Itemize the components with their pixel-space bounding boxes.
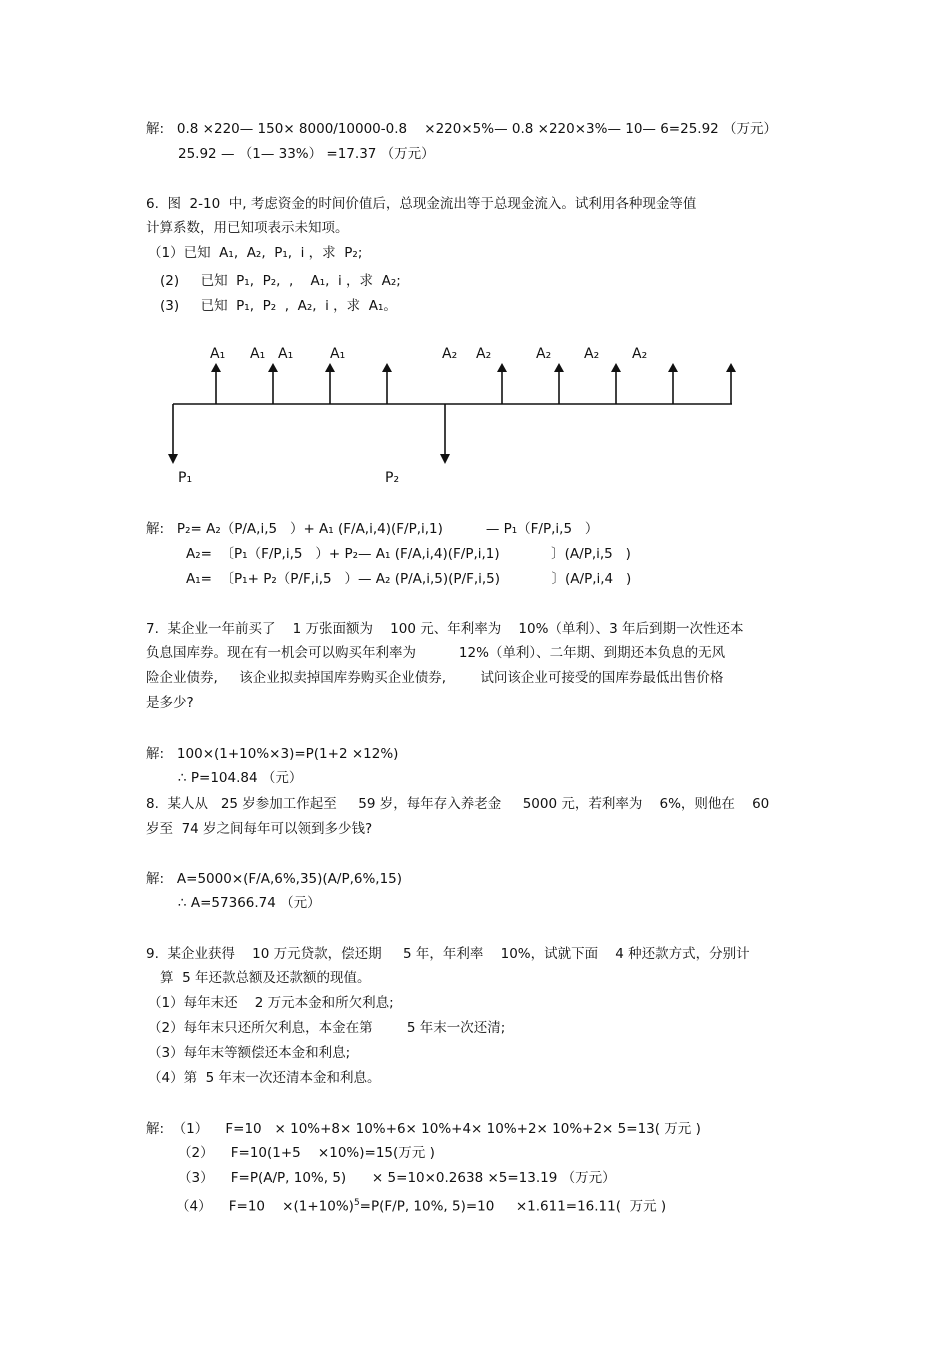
solution-9-line-4-post: =P(F/P, 10%, 5)=10 ×1.611=16.11( 万元 )	[359, 1198, 667, 1215]
question-7-line-2: 负息国库券。现在有一机会可以购买年利率为 12%（单利）、二年期、到期还本负息的无风	[146, 645, 726, 661]
exponent: 5	[353, 1198, 360, 1208]
arrow-head	[611, 363, 621, 372]
question-9-item-1: （1）每年末还 2 万元本金和所欠利息;	[148, 995, 394, 1011]
question-9-item-3: （3）每年末等额偿还本金和利息;	[148, 1045, 351, 1061]
question-9-item-4: （4）第 5 年末一次还清本金和利息。	[148, 1070, 381, 1086]
question-9-item-2: （2）每年末只还所欠利息，本金在第 5 年末一次还清;	[148, 1020, 506, 1036]
arrow-head	[268, 363, 278, 372]
arrow-head	[668, 363, 678, 372]
label-a2: A₂	[584, 346, 600, 362]
solution-7-line-2: ∴ P=104.84 （元）	[178, 770, 303, 786]
question-9-line-1: 9. 某企业获得 10 万元贷款，偿还期 5 年，年利率 10%，试就下面 4 种还款方式，分别计	[146, 946, 750, 962]
label-a2: A₂	[442, 346, 458, 362]
solution-8-line-2: ∴ A=57366.74 （元）	[178, 895, 321, 911]
solution-9-line-4	[176, 1194, 666, 1216]
arrow-head	[211, 363, 221, 372]
label-a2: A₂	[632, 346, 648, 362]
arrow-head	[497, 363, 507, 372]
label-a1: A₁	[250, 346, 266, 362]
question-6-item-3: (3) 已知 P₁, P₂ , A₂, i ，求 A₁。	[160, 298, 397, 314]
label-a1: A₁	[330, 346, 346, 362]
solution-6-line-3: A₁= 〔P₁+ P₂（P/F,i,5 ）— A₂ (P/A,i,5)(P/F,i,5) 〕(A/P,i,4 )	[186, 571, 632, 587]
arrow-head	[726, 363, 736, 372]
arrow-head	[325, 363, 335, 372]
inflow-arrows	[211, 363, 736, 404]
question-6-line-2: 计算系数，用已知项表示未知项。	[146, 220, 349, 236]
question-7-line-3: 险企业债券, 该企业拟卖掉国库券购买企业债券, 试问该企业可接受的国库券最低出售价格	[146, 670, 724, 686]
question-8-line-2: 岁至 74 岁之间每年可以领到多少钱?	[146, 821, 373, 837]
question-8-line-1: 8. 某人从 25 岁参加工作起至 59 岁，每年存入养老金 5000 元，若利率为 6%，则他在 60	[146, 796, 770, 812]
question-7-line-1: 7. 某企业一年前买了 1 万张面额为 100 元、年利率为 10%（单利）、3 年后到期一次性还本	[146, 621, 744, 637]
solution-5-line-2: 25.92 — （1— 33%） =17.37 （万元）	[178, 146, 435, 162]
solution-9-line-4-pre: （4） F=10 ×(1+10%)	[176, 1198, 354, 1215]
solution-6-line-1: 解: P₂= A₂（P/A,i,5 ）+ A₁ (F/A,i,4)(F/P,i,1) — P₁（F/P,i,5 ）	[146, 521, 599, 537]
question-9-line-2: 算 5 年还款总额及还款额的现值。	[160, 970, 371, 986]
arrow-head	[440, 454, 450, 464]
label-p2: P₂	[385, 470, 400, 486]
outflow-arrows	[168, 404, 450, 464]
arrow-head	[382, 363, 392, 372]
label-p1: P₁	[178, 470, 193, 486]
label-a2: A₂	[536, 346, 552, 362]
solution-9-line-2: （2） F=10(1+5 ×10%)=15(万元 )	[178, 1145, 435, 1161]
question-6-item-1: （1）已知 A₁, A₂, P₁, i ，求 P₂;	[148, 245, 363, 261]
arrow-head	[168, 454, 178, 464]
label-a2: A₂	[476, 346, 492, 362]
label-a1: A₁	[278, 346, 294, 362]
solution-9-line-3: （3） F=P(A/P, 10%, 5) × 5=10×0.2638 ×5=13.19 （万元）	[178, 1170, 616, 1186]
question-6-item-2: (2) 已知 P₁, P₂, , A₁, i ，求 A₂;	[160, 273, 401, 289]
solution-7-line-1: 解: 100×(1+10%×3)=P(1+2 ×12%)	[146, 746, 399, 762]
solution-5-line-1: 解: 0.8 ×220— 150× 8000/10000-0.8 ×220×5%— 0.8 ×220×3%— 10— 6=25.92 （万元）	[146, 121, 778, 137]
solution-9-line-1: 解: （1） F=10 × 10%+8× 10%+6× 10%+4× 10%+2× 10%+2× 5=13( 万元 )	[146, 1121, 701, 1137]
solution-6-line-2: A₂= 〔P₁（F/P,i,5 ）+ P₂— A₁ (F/A,i,4)(F/P,i,1) 〕(A/P,i,5 )	[186, 546, 631, 562]
question-6-line-1: 6. 图 2-10 中, 考虑资金的时间价值后，总现金流出等于总现金流入。试利用各种现金等值	[146, 196, 697, 212]
cash-flow-diagram	[0, 330, 950, 500]
solution-8-line-1: 解: A=5000×(F/A,6%,35)(A/P,6%,15)	[146, 871, 403, 887]
label-a1: A₁	[210, 346, 226, 362]
arrow-head	[554, 363, 564, 372]
question-7-line-4: 是多少?	[146, 695, 194, 711]
